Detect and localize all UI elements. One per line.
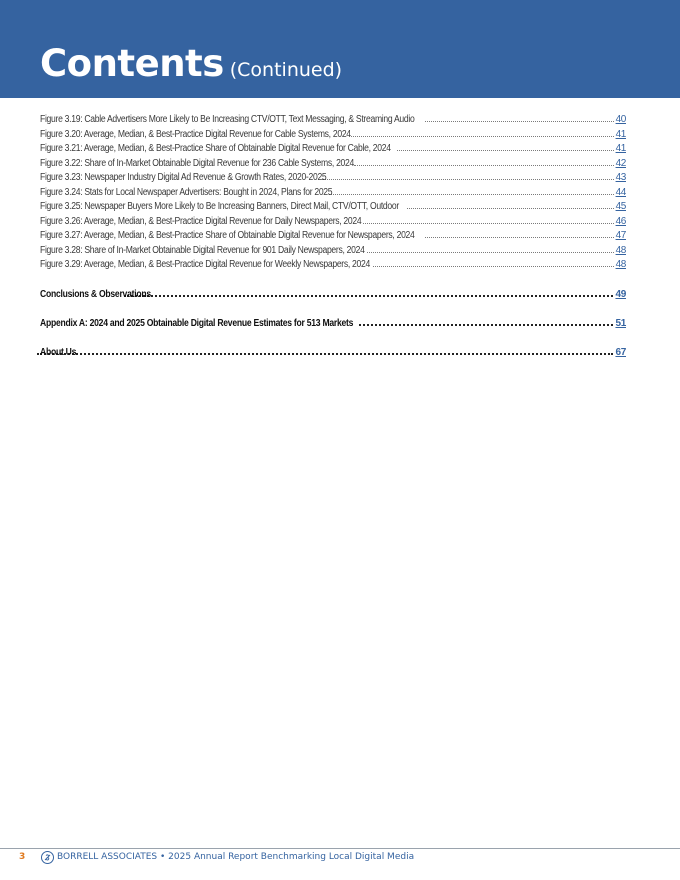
dot-leader xyxy=(354,165,613,166)
table-of-contents xyxy=(40,114,626,361)
dot-leader xyxy=(351,136,614,137)
toc-page-link[interactable]: 48 xyxy=(615,259,626,270)
footer-text: BORRELL ASSOCIATES • 2025 Annual Report Benchmarking Local Digital Media xyxy=(57,852,415,862)
toc-entry-fig-3-26[interactable] xyxy=(40,216,626,231)
toc-page-link[interactable]: 67 xyxy=(615,346,626,358)
toc-page-link[interactable]: 40 xyxy=(615,114,626,125)
toc-page-link[interactable]: 41 xyxy=(615,128,626,140)
toc-entry-title: Figure 3.28: Share of In-Market Obtainable Digital Revenue for 901 Daily Newspapers, 2024 xyxy=(40,244,365,256)
page-footer xyxy=(0,851,680,865)
toc-entry-title: Figure 3.24: Stats for Local Newspaper Advertisers: Bought in 2024, Plans for 2025 xyxy=(40,186,333,198)
toc-entry-fig-3-28[interactable] xyxy=(40,245,626,260)
toc-page-link[interactable]: 43 xyxy=(615,172,626,183)
toc-entry-title: Figure 3.21: Average, Median, & Best-Practice Share of Obtainable Digital Revenue for Cable, 2024 xyxy=(40,143,391,154)
page-title xyxy=(40,42,342,85)
toc-page-link[interactable]: 45 xyxy=(615,201,626,212)
dot-leader xyxy=(373,266,614,267)
toc-entry-fig-3-23[interactable] xyxy=(40,172,626,187)
toc-page-link[interactable]: 46 xyxy=(615,215,626,227)
toc-entry-title: Figure 3.25: Newspaper Buyers More Likely to Be Increasing Banners, Direct Mail, CTV/OTT, Outdoor xyxy=(40,201,399,212)
toc-entry-title: Figure 3.26: Average, Median, & Best-Practice Digital Revenue for Daily Newspapers, 2024 xyxy=(40,215,362,227)
toc-entry-title: Figure 3.27: Average, Median, & Best-Practice Share of Obtainable Digital Revenue for Newspapers, 2024 xyxy=(40,230,415,241)
toc-section-about-us[interactable] xyxy=(40,347,626,361)
toc-entry-title: Figure 3.19: Cable Advertisers More Likely to Be Increasing CTV/OTT, Text Messaging, & Streaming Audio xyxy=(40,114,415,125)
toc-entry-title: Figure 3.23: Newspaper Industry Digital Ad Revenue & Growth Rates, 2020-2025 xyxy=(40,172,327,183)
toc-entry-fig-3-20[interactable] xyxy=(40,129,626,144)
toc-entry-title: Figure 3.20: Average, Median, & Best-Practice Digital Revenue for Cable Systems, 2024 xyxy=(40,128,351,140)
toc-section-title: Conclusions & Observations xyxy=(40,288,151,300)
toc-page-link[interactable]: 51 xyxy=(615,317,626,329)
toc-page-link[interactable]: 42 xyxy=(615,157,626,169)
toc-page-link[interactable]: 48 xyxy=(615,244,626,256)
footer-divider xyxy=(0,848,680,849)
toc-page-link[interactable]: 44 xyxy=(615,186,626,198)
toc-entry-fig-3-29[interactable] xyxy=(40,259,626,274)
title-subtitle: (Continued) xyxy=(229,59,343,81)
toc-entry-fig-3-19[interactable] xyxy=(40,114,626,129)
dot-leader xyxy=(425,237,614,238)
title-main: Contents xyxy=(40,42,224,85)
toc-entry-fig-3-24[interactable] xyxy=(40,187,626,202)
dot-leader xyxy=(425,121,614,122)
toc-page-link[interactable]: 47 xyxy=(615,230,626,241)
toc-section-title: Appendix A: 2024 and 2025 Obtainable Digital Revenue Estimates for 513 Markets xyxy=(40,317,354,329)
toc-entry-fig-3-25[interactable] xyxy=(40,201,626,216)
toc-section-conclusions[interactable] xyxy=(40,289,626,303)
dot-leader xyxy=(397,150,614,151)
toc-entry-title: Figure 3.29: Average, Median, & Best-Practice Digital Revenue for Weekly Newspapers, 2024 xyxy=(40,259,370,270)
toc-section-appendix-a[interactable] xyxy=(40,318,626,332)
dot-leader xyxy=(124,295,613,297)
page-number: 3 xyxy=(19,852,26,862)
page-header xyxy=(0,0,680,98)
dot-leader xyxy=(37,353,613,355)
dot-leader xyxy=(367,252,614,253)
toc-entry-title: Figure 3.22: Share of In-Market Obtainable Digital Revenue for 236 Cable Systems, 2024 xyxy=(40,157,355,169)
borrell-logo-icon xyxy=(41,851,54,864)
dot-leader xyxy=(407,208,614,209)
dot-leader xyxy=(329,194,613,195)
toc-entry-fig-3-22[interactable] xyxy=(40,158,626,173)
dot-leader xyxy=(359,324,613,326)
toc-section-title: About Us xyxy=(40,346,77,358)
toc-entry-fig-3-27[interactable] xyxy=(40,230,626,245)
dot-leader xyxy=(363,223,614,224)
toc-entry-fig-3-21[interactable] xyxy=(40,143,626,158)
toc-page-link[interactable]: 49 xyxy=(615,288,626,300)
toc-page-link[interactable]: 41 xyxy=(615,143,626,154)
dot-leader xyxy=(322,179,613,180)
figure-list xyxy=(40,114,626,274)
